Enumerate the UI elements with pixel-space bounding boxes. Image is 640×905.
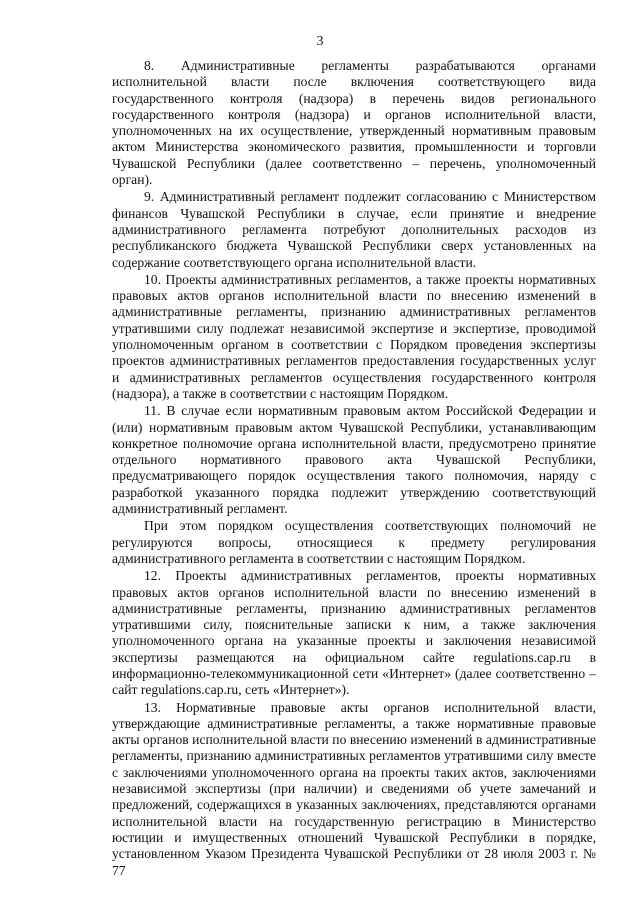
paragraph-10: 10. Проекты административных регламентов, а также проекты нормативных правовых актов органов исполнительной власти по внесению изменений в административные регламенты, признанию административных регламентов утратившими силу подлежат независимой экспертизе и экспертизе, проводимой уполномоченным органом в соответствии с Порядком проведения экспертизы проектов административных регламентов предоставления государственных услуг и административных регламентов осуществления государственного контроля (надзора), а также в соответствии с настоящим Порядком. xyxy=(112,271,596,401)
page-number: 3 xyxy=(316,34,324,49)
paragraph-11-continuation: При этом порядком осуществления соответствующих полномочий не регулируются вопросы, относящиеся к предмету регулирования административного регламента в соответствии с настоящим Порядком. xyxy=(112,518,596,566)
paragraph-11: 11. В случае если нормативным правовым актом Российской Федерации и (или) нормативным правовым актом Чувашской Республики, устанавливающим конкретное полномочие органа исполнительной власти, предусмотрено принятие отдельного нормативного правового акта Чувашской Республики, предусматривающего порядок осуществления такого полномочия, наряду с разработкой указанного порядка подлежит утверждению соответствующий административный регламент. xyxy=(112,403,596,517)
paragraph-13: 13. Нормативные правовые акты органов исполнительной власти, утверждающие административные регламенты, а также нормативные правовые акты органов исполнительной власти по внесению изменений в административные регламенты, признанию административных регламентов утратившими силу вместе с заключениями уполномоченного органа на проекты таких актов, заключениями независимой экспертизы (при наличии) и сведениями об учете замечаний и предложений, содержащихся в указанных заключениях, представляются органами исполнительной власти на государственную регистрацию в Министерство юстиции и имущественных отношений Чувашской Республики в порядке, установленном Указом Президента Чувашской Республики от 28 июля 2003 г. № 77 xyxy=(112,699,596,878)
paragraph-12: 12. Проекты административных регламентов, проекты нормативных правовых актов органов исполнительной власти по внесению изменений в административные регламенты, признанию административных регламентов утратившими силу, пояснительные записки к ним, а также заключения уполномоченного органа на указанные проекты и заключения независимой экспертизы размещаются на официальном сайте regulations.cap.ru в информационно-телекоммуникационной сети «Интернет» (далее соответственно – сайт regulations.cap.ru, сеть «Интернет»). xyxy=(112,568,596,698)
paragraph-9: 9. Административный регламент подлежит согласованию с Министерством финансов Чувашской Республики в случае, если принятие и внедрение административного регламента потребуют дополнительных расходов из республиканского бюджета Чувашской Республики сверх установленных на содержание соответствующего органа исполнительной власти. xyxy=(112,189,596,270)
paragraph-8: 8. Административные регламенты разрабатываются органами исполнительной власти после включения соответствующего вида государственного контроля (надзора) в перечень видов регионального государственного контроля (надзора) и органов исполнительной власти, уполномоченных на их осуществление, утвержденный нормативным правовым актом Министерства экономического развития, промышленности и торговли Чувашской Республики (далее соответственно – перечень, уполномоченный орган). xyxy=(112,58,596,188)
document-body xyxy=(112,58,596,880)
